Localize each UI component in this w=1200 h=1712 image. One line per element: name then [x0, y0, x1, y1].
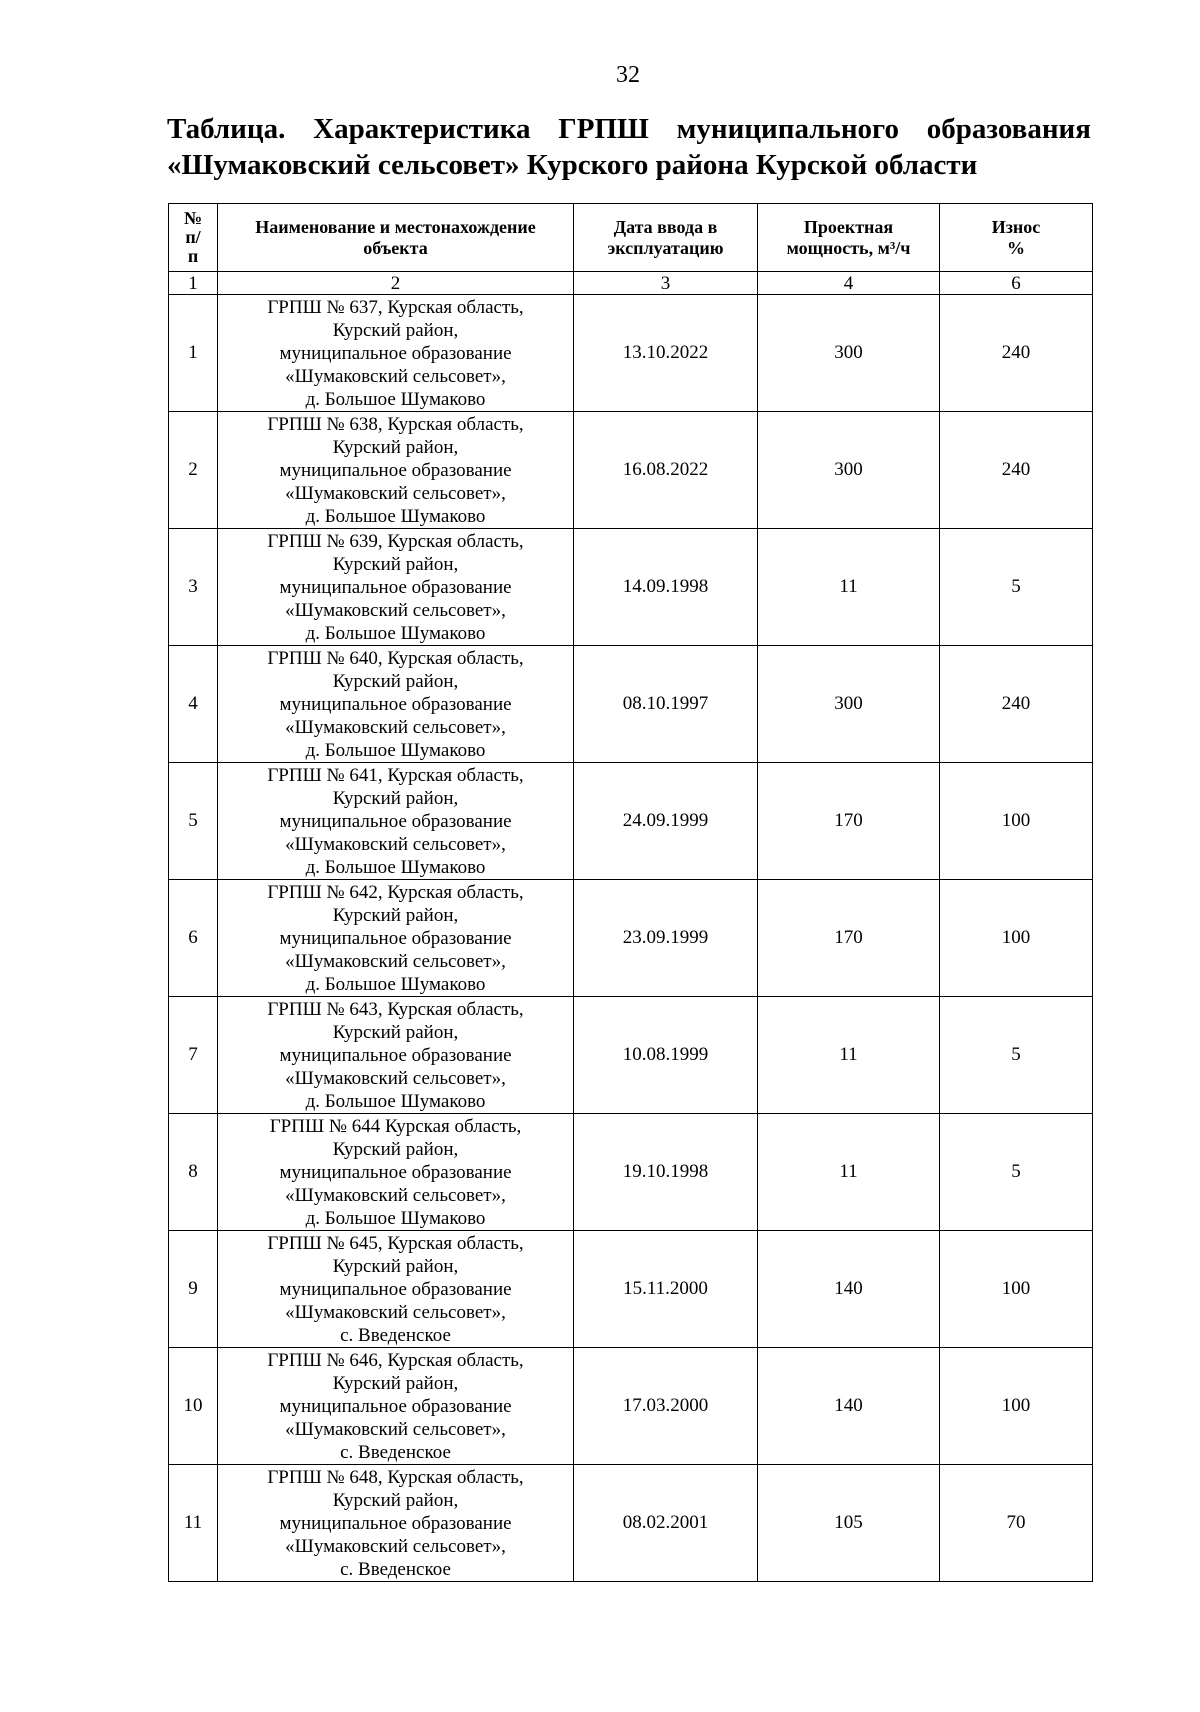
page-number: 32 — [616, 62, 640, 88]
table-row — [169, 295, 1093, 412]
object-name-line: муниципальное образование — [279, 342, 512, 364]
title-word: образования — [926, 113, 1091, 145]
object-name-line: Курский район, — [332, 904, 459, 926]
header-line: № — [183, 208, 203, 228]
object-name-line: Курский район, — [332, 319, 459, 341]
table-row — [169, 1114, 1093, 1231]
header-wear — [940, 204, 1093, 272]
commission-date-cell: 24.09.1999 — [574, 763, 758, 880]
capacity-cell: 300 — [758, 295, 940, 412]
capacity-cell: 140 — [758, 1231, 940, 1348]
header-line: Дата ввода в — [613, 216, 718, 237]
capacity-cell: 140 — [758, 1348, 940, 1465]
row-number-cell: 6 — [169, 880, 218, 997]
wear-cell: 240 — [940, 295, 1093, 412]
row-number-cell: 11 — [169, 1465, 218, 1582]
object-name-line: «Шумаковский сельсовет», — [285, 833, 506, 855]
object-name-cell — [218, 646, 574, 763]
object-name-line: д. Большое Шумаково — [305, 856, 486, 878]
object-name-line: ГРПШ № 643, Курская область, — [267, 998, 524, 1020]
object-name-line: ГРПШ № 639, Курская область, — [267, 530, 524, 552]
object-name-line: ГРПШ № 637, Курская область, — [267, 296, 524, 318]
table-row — [169, 529, 1093, 646]
title-line-2: «Шумаковский сельсовет» Курского района Курской области — [167, 149, 978, 181]
capacity-cell: 105 — [758, 1465, 940, 1582]
object-name-line: д. Большое Шумаково — [305, 739, 486, 761]
object-name-cell — [218, 1348, 574, 1465]
object-name-line: Курский район, — [332, 1138, 459, 1160]
object-name-line: Курский район, — [332, 1021, 459, 1043]
object-name-cell — [218, 997, 574, 1114]
header-date — [574, 204, 758, 272]
wear-cell: 240 — [940, 646, 1093, 763]
table-row — [169, 880, 1093, 997]
wear-cell: 70 — [940, 1465, 1093, 1582]
object-name-line: д. Большое Шумаково — [305, 973, 486, 995]
header-line: п/ — [185, 227, 201, 247]
object-name-line: муниципальное образование — [279, 576, 512, 598]
object-name-line: «Шумаковский сельсовет», — [285, 599, 506, 621]
object-name-line: муниципальное образование — [279, 1161, 512, 1183]
title-word: муниципального — [676, 113, 899, 145]
title-line-1 — [167, 111, 1091, 147]
grpsh-table — [168, 203, 1093, 1582]
object-name-line: ГРПШ № 646, Курская область, — [267, 1349, 524, 1371]
row-number-cell: 7 — [169, 997, 218, 1114]
column-number: 3 — [574, 272, 758, 295]
object-name-line: с. Введенское — [340, 1558, 451, 1580]
table-row — [169, 997, 1093, 1114]
capacity-cell: 300 — [758, 646, 940, 763]
object-name-line: «Шумаковский сельсовет», — [285, 1184, 506, 1206]
header-line: мощность, м³/ч — [786, 237, 911, 258]
object-name-cell — [218, 412, 574, 529]
table-row — [169, 646, 1093, 763]
object-name-line: «Шумаковский сельсовет», — [285, 1301, 506, 1323]
header-line: Проектная — [803, 216, 894, 237]
commission-date-cell: 08.10.1997 — [574, 646, 758, 763]
object-name-line: д. Большое Шумаково — [305, 1207, 486, 1229]
object-name-line: муниципальное образование — [279, 459, 512, 481]
object-name-line: «Шумаковский сельсовет», — [285, 1535, 506, 1557]
object-name-cell — [218, 1465, 574, 1582]
object-name-line: муниципальное образование — [279, 810, 512, 832]
object-name-line: Курский район, — [332, 436, 459, 458]
header-line: объекта — [363, 237, 428, 258]
capacity-cell: 11 — [758, 1114, 940, 1231]
object-name-line: д. Большое Шумаково — [305, 1090, 486, 1112]
table-body — [169, 272, 1093, 1582]
column-number-row — [169, 272, 1093, 295]
object-name-cell — [218, 1231, 574, 1348]
object-name-line: «Шумаковский сельсовет», — [285, 365, 506, 387]
wear-cell: 5 — [940, 997, 1093, 1114]
row-number-cell: 3 — [169, 529, 218, 646]
column-number: 4 — [758, 272, 940, 295]
object-name-cell — [218, 295, 574, 412]
header-line: п — [187, 246, 199, 266]
object-name-line: «Шумаковский сельсовет», — [285, 482, 506, 504]
row-number-cell: 8 — [169, 1114, 218, 1231]
table-row — [169, 412, 1093, 529]
wear-cell: 5 — [940, 1114, 1093, 1231]
object-name-cell — [218, 880, 574, 997]
column-number: 2 — [218, 272, 574, 295]
object-name-line: «Шумаковский сельсовет», — [285, 1418, 506, 1440]
row-number-cell: 9 — [169, 1231, 218, 1348]
object-name-line: д. Большое Шумаково — [305, 622, 486, 644]
header-line: Наименование и местонахождение — [255, 216, 536, 237]
object-name-cell — [218, 763, 574, 880]
object-name-line: Курский район, — [332, 787, 459, 809]
commission-date-cell: 14.09.1998 — [574, 529, 758, 646]
object-name-line: «Шумаковский сельсовет», — [285, 716, 506, 738]
object-name-line: муниципальное образование — [279, 693, 512, 715]
row-number-cell: 5 — [169, 763, 218, 880]
object-name-line: Курский район, — [332, 1372, 459, 1394]
table-row — [169, 763, 1093, 880]
object-name-line: ГРПШ № 648, Курская область, — [267, 1466, 524, 1488]
commission-date-cell: 17.03.2000 — [574, 1348, 758, 1465]
wear-cell: 100 — [940, 1231, 1093, 1348]
document-title — [167, 111, 1091, 183]
table-row — [169, 1231, 1093, 1348]
object-name-line: с. Введенское — [340, 1441, 451, 1463]
object-name-line: муниципальное образование — [279, 1044, 512, 1066]
row-number-cell: 1 — [169, 295, 218, 412]
object-name-line: Курский район, — [332, 553, 459, 575]
object-name-line: ГРПШ № 640, Курская область, — [267, 647, 524, 669]
capacity-cell: 170 — [758, 880, 940, 997]
object-name-line: ГРПШ № 642, Курская область, — [267, 881, 524, 903]
object-name-line: «Шумаковский сельсовет», — [285, 1067, 506, 1089]
title-word: Таблица. — [167, 113, 286, 145]
commission-date-cell: 23.09.1999 — [574, 880, 758, 997]
title-word: Характеристика — [313, 113, 531, 145]
object-name-line: муниципальное образование — [279, 1512, 512, 1534]
row-number-cell: 10 — [169, 1348, 218, 1465]
title-word: ГРПШ — [558, 113, 649, 145]
commission-date-cell: 15.11.2000 — [574, 1231, 758, 1348]
wear-cell: 5 — [940, 529, 1093, 646]
object-name-line: муниципальное образование — [279, 1395, 512, 1417]
capacity-cell: 300 — [758, 412, 940, 529]
commission-date-cell: 16.08.2022 — [574, 412, 758, 529]
object-name-line: Курский район, — [332, 670, 459, 692]
table-row — [169, 1465, 1093, 1582]
object-name-cell — [218, 1114, 574, 1231]
commission-date-cell: 19.10.1998 — [574, 1114, 758, 1231]
table-row — [169, 1348, 1093, 1465]
object-name-line: ГРПШ № 645, Курская область, — [267, 1232, 524, 1254]
wear-cell: 240 — [940, 412, 1093, 529]
object-name-line: ГРПШ № 641, Курская область, — [267, 764, 524, 786]
header-capacity — [758, 204, 940, 272]
object-name-line: муниципальное образование — [279, 1278, 512, 1300]
header-number — [169, 204, 218, 272]
wear-cell: 100 — [940, 880, 1093, 997]
capacity-cell: 11 — [758, 529, 940, 646]
object-name-line: муниципальное образование — [279, 927, 512, 949]
table-header-row — [169, 204, 1093, 272]
column-number: 1 — [169, 272, 218, 295]
commission-date-cell: 10.08.1999 — [574, 997, 758, 1114]
object-name-line: с. Введенское — [340, 1324, 451, 1346]
object-name-cell — [218, 529, 574, 646]
object-name-line: «Шумаковский сельсовет», — [285, 950, 506, 972]
object-name-line: Курский район, — [332, 1489, 459, 1511]
object-name-line: д. Большое Шумаково — [305, 388, 486, 410]
wear-cell: 100 — [940, 1348, 1093, 1465]
object-name-line: ГРПШ № 644 Курская область, — [269, 1115, 522, 1137]
row-number-cell: 4 — [169, 646, 218, 763]
capacity-cell: 170 — [758, 763, 940, 880]
object-name-line: д. Большое Шумаково — [305, 505, 486, 527]
header-line: эксплуатацию — [607, 237, 724, 258]
object-name-line: ГРПШ № 638, Курская область, — [267, 413, 524, 435]
header-name — [218, 204, 574, 272]
object-name-line: Курский район, — [332, 1255, 459, 1277]
header-line: % — [1007, 237, 1025, 258]
header-line: Износ — [991, 216, 1041, 237]
commission-date-cell: 13.10.2022 — [574, 295, 758, 412]
wear-cell: 100 — [940, 763, 1093, 880]
column-number: 6 — [940, 272, 1093, 295]
row-number-cell: 2 — [169, 412, 218, 529]
capacity-cell: 11 — [758, 997, 940, 1114]
commission-date-cell: 08.02.2001 — [574, 1465, 758, 1582]
